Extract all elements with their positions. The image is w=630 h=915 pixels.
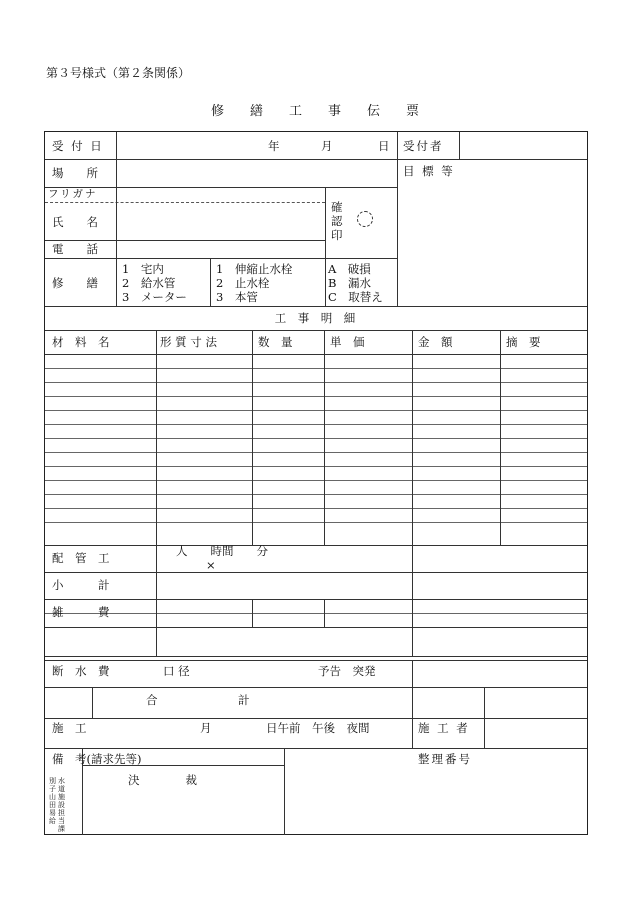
label-sekosha: 施 工 者 xyxy=(418,721,470,735)
seal-circle xyxy=(357,211,373,227)
label-denwa: 電 話 xyxy=(52,242,98,256)
shuzen-opt-2-1: 1 伸縮止水栓 xyxy=(216,262,293,276)
col-header-material: 材 料 名 xyxy=(52,335,110,349)
label-basho: 場 所 xyxy=(52,166,98,180)
side-label-a6: 当 xyxy=(58,817,65,825)
label-haikan: 配 管 工 xyxy=(52,551,110,565)
label-kakunin-1: 確 xyxy=(331,200,343,214)
shuzen-opt-3-3: C 取替え xyxy=(328,290,383,304)
label-shimei: 氏 名 xyxy=(52,215,98,229)
side-label-b1: 別 xyxy=(49,777,56,785)
label-yokoku: 予告 突発 xyxy=(318,664,376,678)
shuzen-opt-2-3: 3 本管 xyxy=(216,290,258,304)
side-label-a7: 課 xyxy=(58,825,65,833)
side-label-a3: 施 xyxy=(58,793,65,801)
label-seko-time: 日午前 午後 夜間 xyxy=(266,721,370,735)
shuzen-opt-2-2: 2 止水栓 xyxy=(216,276,270,290)
side-label-b5: 易 xyxy=(49,809,56,817)
label-kessai: 決 裁 xyxy=(128,773,197,787)
col-header-amount: 金 額 xyxy=(418,335,453,349)
page-title: 修繕工事伝票 xyxy=(210,104,445,119)
side-label-a5: 担 xyxy=(58,809,65,817)
haikan-mult: × xyxy=(206,558,216,572)
section-title-details: 工 事 明 細 xyxy=(274,311,356,325)
side-label-b6: 給 xyxy=(49,817,56,825)
col-header-remarks: 摘 要 xyxy=(506,335,541,349)
label-kakunin-2: 認 xyxy=(331,214,343,228)
label-shuzen: 修 繕 xyxy=(52,276,98,290)
label-kokei: 口 径 xyxy=(163,664,190,678)
shuzen-opt-3-2: B 漏水 xyxy=(328,276,371,290)
label-seko-month: 月 xyxy=(200,721,212,735)
label-year: 年 xyxy=(268,139,280,153)
side-label-a4: 設 xyxy=(58,801,65,809)
label-uketsukebi: 受 付 日 xyxy=(52,139,104,153)
col-header-unit-price: 単 価 xyxy=(330,335,365,349)
col-header-qty: 数 量 xyxy=(258,335,293,349)
col-header-spec: 形 質 寸 法 xyxy=(160,335,217,349)
side-label-a1: 水 xyxy=(58,777,65,785)
label-shokei: 小 計 xyxy=(52,578,110,592)
label-zappi: 雑 費 xyxy=(52,605,110,619)
shuzen-opt-1-1: 1 宅内 xyxy=(122,262,164,276)
side-label-b4: 田 xyxy=(49,801,56,809)
label-seiri-bango: 整理番号 xyxy=(418,752,472,766)
label-seko: 施 工 xyxy=(52,721,87,735)
label-kakunin-3: 印 xyxy=(331,228,343,242)
label-gokei: 合 計 xyxy=(146,693,250,707)
label-biko: 備 考(請求先等) xyxy=(52,752,142,766)
shuzen-opt-1-3: 3 メーター xyxy=(122,290,187,304)
label-month: 月 xyxy=(321,139,333,153)
label-dansui: 断 水 費 xyxy=(52,664,110,678)
label-uketsukesha: 受付者 xyxy=(403,139,444,153)
label-furigana: フリガナ xyxy=(48,188,98,200)
shuzen-opt-3-1: A 破損 xyxy=(328,262,371,276)
label-mokuhyo: 目 標 等 xyxy=(403,164,455,178)
shuzen-opt-1-2: 2 給水管 xyxy=(122,276,176,290)
haikan-time: 人 時間 分 xyxy=(176,544,268,558)
label-day: 日 xyxy=(378,139,390,153)
side-label-b3: 山 xyxy=(49,793,56,801)
side-label-b2: 子 xyxy=(49,785,56,793)
side-label-a2: 道 xyxy=(58,785,65,793)
form-number: 第３号様式（第２条関係） xyxy=(46,66,191,80)
